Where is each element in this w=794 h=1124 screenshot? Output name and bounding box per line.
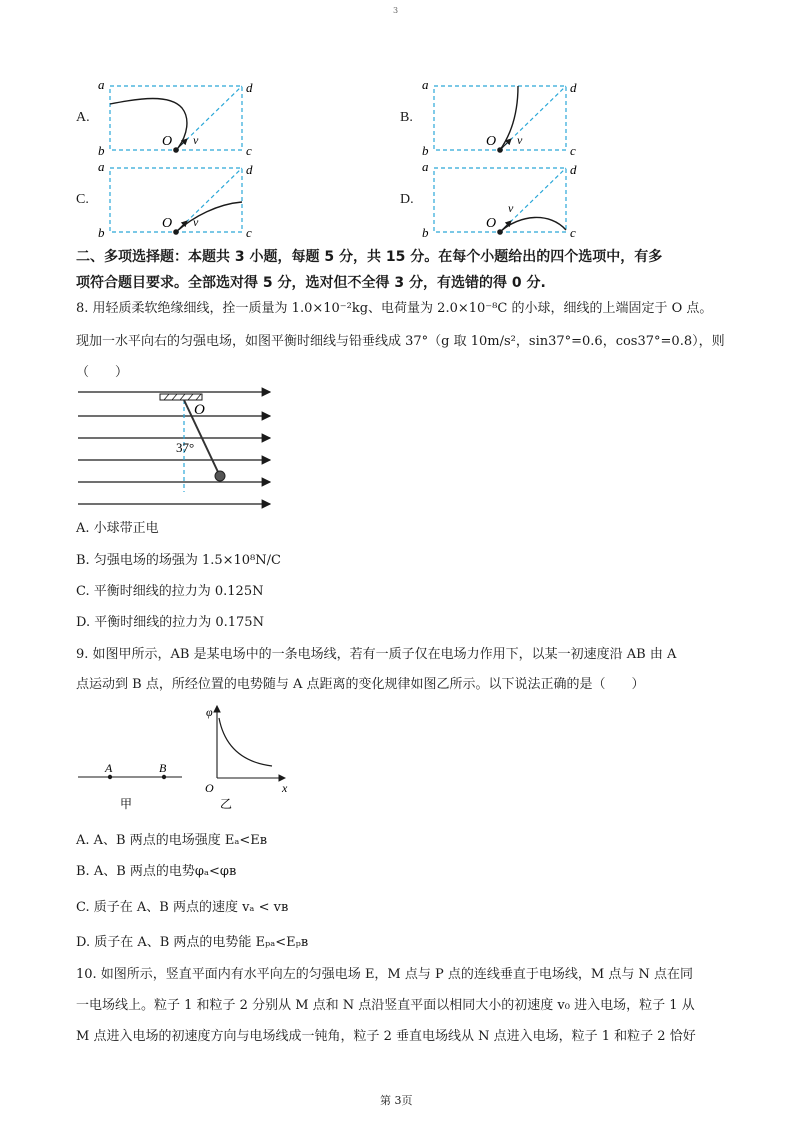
q9-fig-O: O	[205, 781, 214, 795]
q7-option-c-label: C.	[76, 192, 89, 207]
q8-fig-O: O	[194, 402, 205, 418]
svg-text:a: a	[422, 159, 429, 174]
q9-fig-jia: 甲	[120, 797, 133, 811]
svg-text:a: a	[98, 159, 105, 174]
q8-figure	[72, 384, 282, 514]
q7-diagram-d	[422, 159, 577, 240]
q7-option-diagrams	[70, 72, 750, 240]
q7a-pt-O: O	[162, 134, 173, 149]
svg-text:v: v	[508, 201, 514, 215]
q9-fig-A: A	[105, 761, 113, 775]
q7-diagram-c	[98, 159, 253, 240]
page-top-number: 3	[393, 6, 399, 15]
svg-text:c: c	[570, 143, 576, 158]
q8-fig-angle: 37°	[176, 440, 195, 455]
q9-text-line1: 9. 如图甲所示，AB 是某电场中的一条电场线，若有一质子仅在电场力作用下，以某一初速度沿 AB 由 A	[76, 647, 677, 662]
q7a-pt-b: b	[98, 143, 105, 158]
q7a-pt-c: c	[246, 143, 252, 158]
q9-fig-B: B	[159, 761, 167, 775]
q9-option-b: B. A、B 两点的电势φₐ<φʙ	[76, 864, 237, 879]
svg-text:d: d	[246, 162, 253, 177]
q10-text-line3: M 点进入电场的初速度方向与电场线成一钝角，粒子 2 垂直电场线从 N 点进入电场，粒子 1 和粒子 2 恰好	[76, 1029, 696, 1044]
section2-heading-line2: 项符合题目要求。全部选对得 5 分，选对但不全得 3 分，有选错的得 0 分.	[76, 275, 546, 291]
svg-text:v: v	[193, 215, 199, 229]
q7a-pt-a: a	[98, 77, 105, 92]
q7-diagram-b	[422, 77, 577, 158]
q8-option-a: A. 小球带正电	[76, 521, 159, 536]
q7-option-a-label: A.	[76, 110, 90, 125]
svg-text:v: v	[517, 133, 523, 147]
svg-text:d: d	[570, 162, 577, 177]
page-footer-number: 第 3页	[380, 1094, 413, 1107]
svg-text:O: O	[162, 216, 173, 231]
svg-text:c: c	[246, 225, 252, 240]
q9-figure	[72, 700, 302, 820]
q10-text-line1: 10. 如图所示，竖直平面内有水平向左的匀强电场 E，M 点与 P 点的连线垂直于电场线，M 点与 N 点在同	[76, 967, 693, 982]
q8-text-line3: （ ）	[76, 365, 129, 380]
q9-option-a: A. A、B 两点的电场强度 Eₐ<Eʙ	[76, 833, 268, 848]
q9-option-d: D. 质子在 A、B 两点的电势能 Eₚₐ<Eₚʙ	[76, 935, 309, 950]
q8-option-d: D. 平衡时细线的拉力为 0.175N	[76, 615, 264, 630]
q7-diagram-a	[98, 77, 253, 158]
svg-text:b: b	[422, 143, 429, 158]
q7-option-b-label: B.	[400, 110, 413, 125]
q10-text-line2: 一电场线上。粒子 1 和粒子 2 分别从 M 点和 N 点沿竖直平面以相同大小的初速度 v₀ 进入电场，粒子 1 从	[76, 998, 695, 1013]
q7-option-d-label: D.	[400, 192, 414, 207]
q8-text-line1: 8. 用轻质柔软绝缘细线，拴一质量为 1.0×10⁻²kg、电荷量为 2.0×10⁻⁸C 的小球，细线的上端固定于 O 点。	[76, 301, 713, 316]
q9-fig-yi: 乙	[220, 797, 233, 811]
svg-text:O: O	[486, 134, 497, 149]
q9-fig-phi: φ	[206, 705, 213, 719]
svg-text:b: b	[422, 225, 429, 240]
q7a-v: v	[193, 133, 199, 147]
q7a-pt-d: d	[246, 80, 253, 95]
q9-text-line2: 点运动到 B 点，所经位置的电势随与 A 点距离的变化规律如图乙所示。以下说法正确的是（ ）	[76, 677, 645, 692]
svg-text:O: O	[486, 216, 497, 231]
q8-option-c: C. 平衡时细线的拉力为 0.125N	[76, 584, 264, 599]
svg-text:a: a	[422, 77, 429, 92]
q9-option-c: C. 质子在 A、B 两点的速度 vₐ < vʙ	[76, 900, 289, 915]
svg-text:b: b	[98, 225, 105, 240]
q8-option-b: B. 匀强电场的场强为 1.5×10⁸N/C	[76, 553, 281, 568]
q8-text-line2: 现加一水平向右的匀强电场，如图平衡时细线与铅垂线成 37°（g 取 10m/s²，sin37°=0.6，cos37°=0.8），则	[76, 334, 725, 349]
section2-heading-line1: 二、多项选择题：本题共 3 小题，每题 5 分，共 15 分。在每个小题给出的四个选项中，有多	[76, 249, 663, 265]
svg-text:c: c	[570, 225, 576, 240]
svg-text:d: d	[570, 80, 577, 95]
q9-fig-x: x	[282, 781, 288, 795]
